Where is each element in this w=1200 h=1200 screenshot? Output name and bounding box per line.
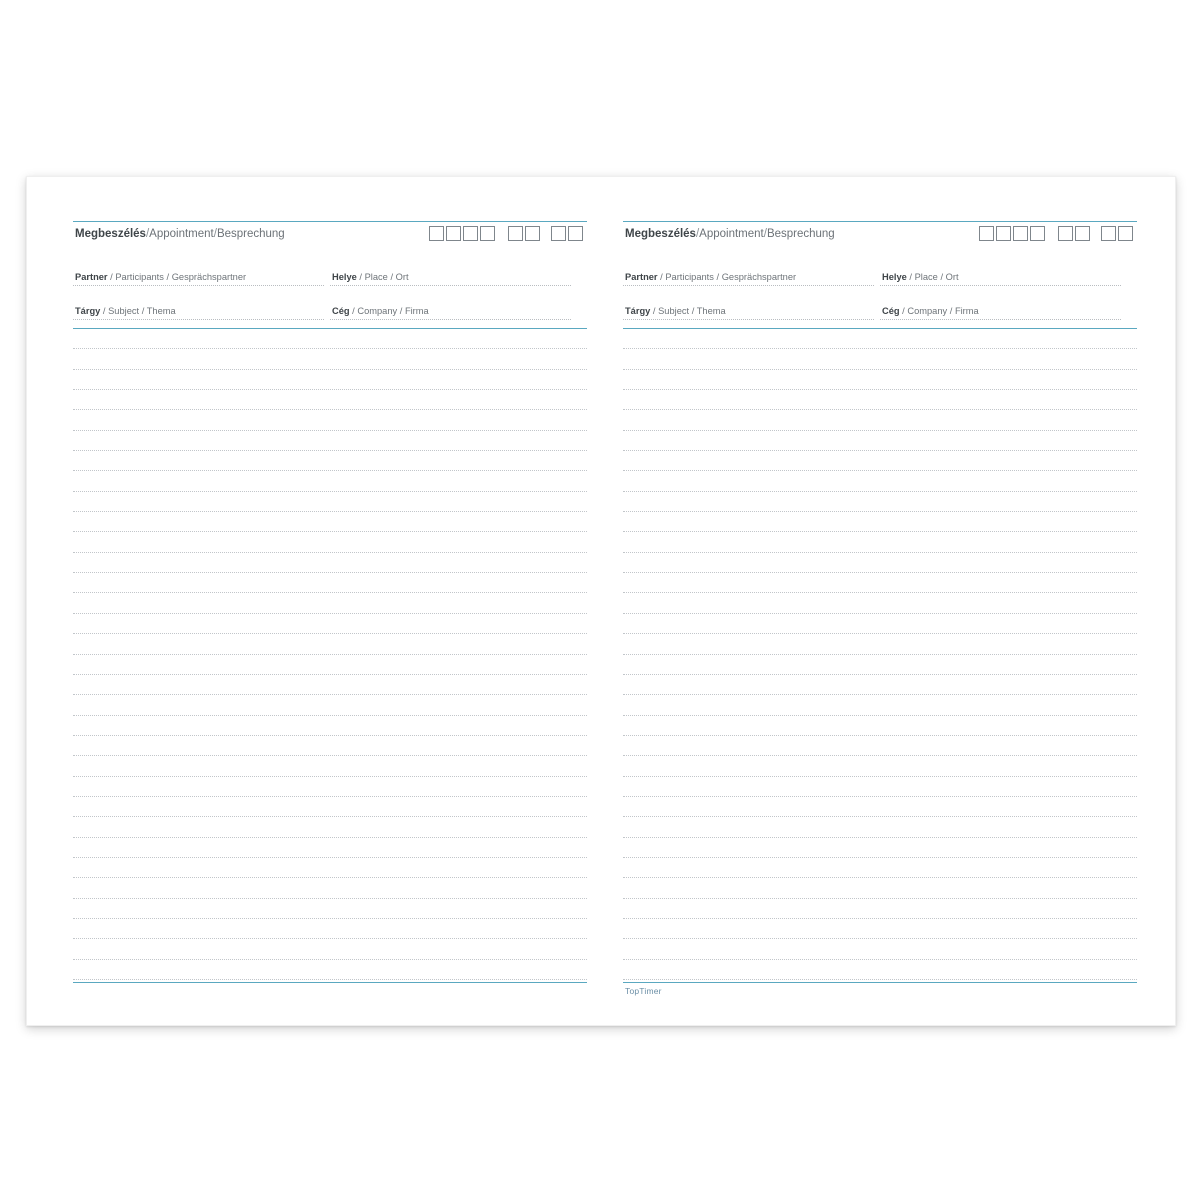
note-line[interactable] (73, 349, 587, 369)
company-label-hu: Cég (332, 306, 350, 316)
checkbox-8[interactable] (1118, 226, 1133, 241)
company-sep-2: / (949, 306, 953, 316)
note-line[interactable] (623, 410, 1137, 430)
partner-sep-1: / (110, 272, 113, 282)
partner-label-hu: Partner (75, 272, 108, 282)
note-line[interactable] (623, 716, 1137, 736)
partner-field[interactable] (623, 253, 874, 286)
company-label-en: Company (357, 306, 398, 316)
note-line[interactable] (73, 451, 587, 471)
note-line[interactable] (73, 817, 587, 837)
note-line[interactable] (73, 329, 587, 349)
title-separator-2: / (213, 228, 217, 240)
note-line[interactable] (73, 960, 587, 980)
note-line[interactable] (623, 960, 1137, 980)
company-label-hu: Cég (882, 306, 900, 316)
company-label-de: Firma (404, 306, 429, 316)
company-label-de: Firma (954, 306, 979, 316)
checkbox-3[interactable] (463, 226, 478, 241)
page-title-hu: Megbeszélés (625, 228, 696, 240)
checkbox-7[interactable] (1101, 226, 1116, 241)
right-page-content (623, 221, 1137, 999)
note-line[interactable] (73, 858, 587, 878)
place-label-en: Place (914, 272, 938, 282)
partner-field[interactable] (73, 253, 324, 286)
page-title-en: Appointment (149, 228, 214, 240)
checkbox-4[interactable] (1030, 226, 1045, 241)
place-sep-1: / (359, 272, 362, 282)
company-sep-2: / (399, 306, 403, 316)
note-line[interactable] (73, 675, 587, 695)
place-label-hu: Helye (882, 272, 907, 282)
checkbox-4[interactable] (480, 226, 495, 241)
right-footer (623, 983, 1137, 1001)
place-sep-1: / (909, 272, 912, 282)
note-line[interactable] (73, 634, 587, 654)
page-title (625, 228, 835, 240)
note-line[interactable] (623, 899, 1137, 919)
subject-label-en: Subject (658, 306, 690, 316)
subject-sep-2: / (141, 306, 145, 316)
note-line[interactable] (623, 838, 1137, 858)
note-line[interactable] (623, 655, 1137, 675)
note-line[interactable] (73, 390, 587, 410)
note-line[interactable] (623, 451, 1137, 471)
subject-label-de: Thema (696, 306, 726, 316)
company-label-en: Company (907, 306, 948, 316)
note-line[interactable] (73, 756, 587, 776)
note-line[interactable] (623, 797, 1137, 817)
place-label-hu: Helye (332, 272, 357, 282)
left-field-block (73, 252, 587, 320)
place-label-de: Ort (945, 272, 959, 282)
note-line[interactable] (73, 370, 587, 390)
note-line[interactable] (623, 431, 1137, 451)
place-label-en: Place (364, 272, 388, 282)
note-line[interactable] (623, 634, 1137, 654)
note-line[interactable] (623, 532, 1137, 552)
note-line[interactable] (73, 797, 587, 817)
right-field-row-1 (623, 252, 1137, 286)
note-line[interactable] (73, 532, 587, 552)
note-line[interactable] (623, 939, 1137, 959)
subject-label-en: Subject (108, 306, 140, 316)
partner-sep-2: / (716, 272, 720, 282)
note-line[interactable] (73, 939, 587, 959)
note-line[interactable] (623, 370, 1137, 390)
left-checkbox-group (429, 226, 585, 241)
checkbox-7[interactable] (551, 226, 566, 241)
right-header-row (623, 222, 1137, 248)
note-line[interactable] (623, 878, 1137, 898)
place-sep-2: / (940, 272, 944, 282)
subject-label-de: Thema (146, 306, 176, 316)
note-line[interactable] (623, 614, 1137, 634)
subject-field[interactable] (623, 287, 874, 320)
note-line[interactable] (73, 614, 587, 634)
note-line[interactable] (73, 512, 587, 532)
partner-label-de: Gesprächspartner (171, 272, 247, 282)
left-field-row-2 (73, 286, 587, 320)
left-header-row (73, 222, 587, 248)
note-line[interactable] (623, 329, 1137, 349)
partner-label-en: Participants (665, 272, 714, 282)
note-line[interactable] (73, 899, 587, 919)
subject-sep-1: / (652, 306, 656, 316)
note-line[interactable] (73, 431, 587, 451)
note-line[interactable] (623, 512, 1137, 532)
note-line[interactable] (73, 838, 587, 858)
subject-sep-2: / (691, 306, 695, 316)
right-field-row-2 (623, 286, 1137, 320)
note-line[interactable] (73, 695, 587, 715)
title-separator-1: / (145, 228, 150, 240)
right-field-block (623, 252, 1137, 320)
note-line[interactable] (73, 919, 587, 939)
note-line[interactable] (623, 756, 1137, 776)
note-line[interactable] (623, 817, 1137, 837)
company-field[interactable] (880, 287, 1121, 320)
title-separator-1: / (695, 228, 700, 240)
note-line[interactable] (73, 492, 587, 512)
partner-label-hu: Partner (625, 272, 658, 282)
subject-sep-1: / (102, 306, 106, 316)
checkbox-5[interactable] (508, 226, 523, 241)
note-line[interactable] (73, 777, 587, 797)
right-note-lines[interactable] (623, 329, 1137, 980)
place-label-de: Ort (395, 272, 409, 282)
note-line[interactable] (73, 471, 587, 491)
note-line[interactable] (623, 736, 1137, 756)
checkbox-2[interactable] (446, 226, 461, 241)
partner-sep-2: / (166, 272, 170, 282)
page-title-hu: Megbeszélés (75, 228, 146, 240)
partner-label-en: Participants (115, 272, 164, 282)
checkbox-6[interactable] (1075, 226, 1090, 241)
place-sep-2: / (390, 272, 394, 282)
note-line[interactable] (623, 675, 1137, 695)
note-line[interactable] (73, 878, 587, 898)
checkbox-1[interactable] (429, 226, 444, 241)
right-checkbox-group (979, 226, 1135, 241)
right-page (601, 177, 1175, 1025)
planner-spread (26, 176, 1176, 1026)
checkbox-6[interactable] (525, 226, 540, 241)
left-footer (73, 983, 587, 1001)
left-page-content (73, 221, 587, 999)
note-line[interactable] (623, 593, 1137, 613)
note-line[interactable] (623, 777, 1137, 797)
company-sep-1: / (352, 306, 355, 316)
checkbox-8[interactable] (568, 226, 583, 241)
note-line[interactable] (73, 410, 587, 430)
subject-field[interactable] (73, 287, 324, 320)
left-field-row-1 (73, 252, 587, 286)
page-title-en: Appointment (699, 228, 764, 240)
note-line[interactable] (73, 573, 587, 593)
page-title (75, 228, 285, 240)
checkbox-2[interactable] (996, 226, 1011, 241)
note-line[interactable] (73, 655, 587, 675)
company-sep-1: / (902, 306, 905, 316)
note-line[interactable] (623, 573, 1137, 593)
note-line[interactable] (623, 349, 1137, 369)
note-line[interactable] (623, 553, 1137, 573)
note-line[interactable] (73, 736, 587, 756)
note-line[interactable] (73, 553, 587, 573)
partner-label-de: Gesprächspartner (721, 272, 797, 282)
page-title-de: Besprechung (766, 228, 835, 240)
checkbox-5[interactable] (1058, 226, 1073, 241)
note-line[interactable] (623, 858, 1137, 878)
checkbox-3[interactable] (1013, 226, 1028, 241)
note-line[interactable] (623, 919, 1137, 939)
left-note-lines[interactable] (73, 329, 587, 980)
note-line[interactable] (623, 471, 1137, 491)
note-line[interactable] (73, 593, 587, 613)
note-line[interactable] (73, 716, 587, 736)
partner-sep-1: / (660, 272, 663, 282)
page-title-de: Besprechung (216, 228, 285, 240)
left-page (27, 177, 601, 1025)
note-line[interactable] (623, 492, 1137, 512)
place-field[interactable] (880, 253, 1121, 286)
subject-label-hu: Tárgy (625, 306, 651, 316)
place-field[interactable] (330, 253, 571, 286)
note-line[interactable] (623, 390, 1137, 410)
brand-logo (625, 986, 662, 996)
subject-label-hu: Tárgy (75, 306, 101, 316)
note-line[interactable] (623, 695, 1137, 715)
title-separator-2: / (763, 228, 767, 240)
company-field[interactable] (330, 287, 571, 320)
brand-label: TopTimer (625, 986, 662, 996)
checkbox-1[interactable] (979, 226, 994, 241)
